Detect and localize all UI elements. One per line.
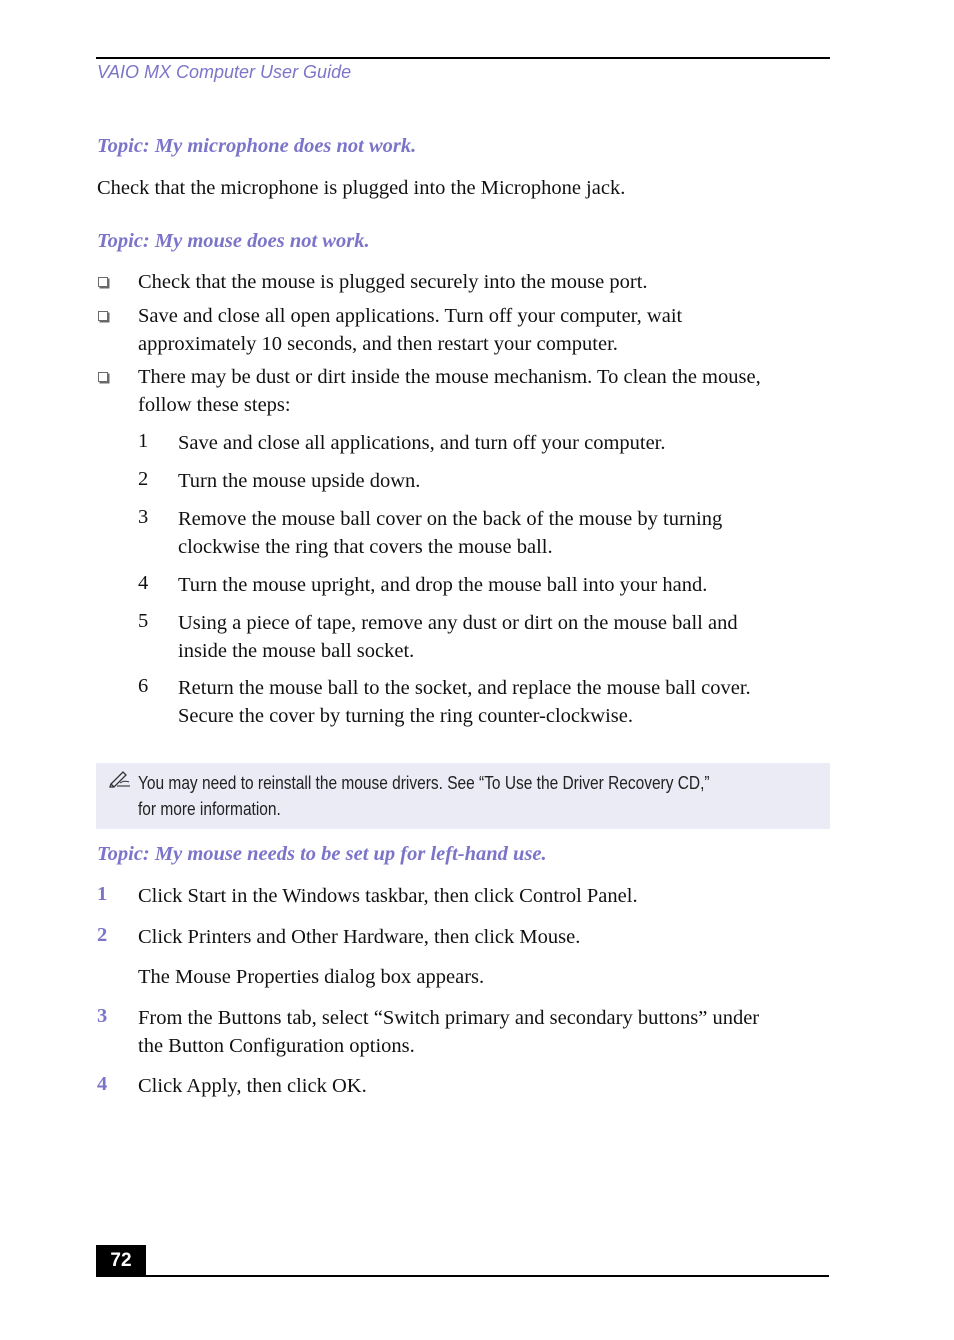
clean-step-6: Return the mouse ball to the socket, and replace the mouse ball cover. Secure the cover by turning the ring counter-clockwise. [178,677,751,727]
clean-step-number: 4 [138,572,149,594]
clean-step-1: Save and close all applications, and turn off your computer. [178,432,666,454]
clean-step-number: 5 [138,610,149,632]
mouse-bullet-1: Check that the mouse is plugged securely into the mouse port. [138,271,648,293]
header-rule [96,57,830,59]
clean-step-number: 6 [138,675,149,697]
clean-step-3: Remove the mouse ball cover on the back of the mouse by turning clockwise the ring that covers the mouse ball. [178,508,723,558]
lefthand-step-4: Click Apply, then click OK. [138,1075,367,1097]
page-number: 72 [96,1245,146,1276]
note-text: You may need to reinstall the mouse drivers. See “To Use the Driver Recovery CD,” for more information. [138,773,710,819]
lefthand-step-3: From the Buttons tab, select “Switch primary and secondary buttons” under the Button Configuration options. [138,1007,760,1057]
clean-step-number: 3 [138,506,149,528]
step-number: 4 [97,1073,108,1095]
mouse-bullet-3: There may be dust or dirt inside the mouse mechanism. To clean the mouse, follow these steps: [138,366,761,416]
bullet-checkbox-icon [98,311,108,321]
clean-step-2: Turn the mouse upside down. [178,470,421,492]
running-title: VAIO MX Computer User Guide [97,62,352,82]
lefthand-step-1: Click Start in the Windows taskbar, then click Control Panel. [138,885,638,907]
mouse-bullet-2: Save and close all open applications. Turn off your computer, wait approximately 10 seconds, and then restart your computer. [138,305,683,355]
topic-mouse-heading: Topic: My mouse does not work. [97,230,370,252]
clean-step-number: 2 [138,468,149,490]
footer-rule [96,1275,829,1277]
topic-microphone-heading: Topic: My microphone does not work. [97,135,417,157]
step-number: 2 [97,924,108,946]
lefthand-step-2-result: The Mouse Properties dialog box appears. [138,966,485,988]
clean-step-4: Turn the mouse upright, and drop the mouse ball into your hand. [178,574,708,596]
bullet-checkbox-icon [98,372,108,382]
topic-lefthand-heading: Topic: My mouse needs to be set up for left-hand use. [97,843,547,865]
clean-step-number: 1 [138,430,149,452]
pencil-note-icon [108,768,132,788]
clean-step-5: Using a piece of tape, remove any dust or dirt on the mouse ball and inside the mouse ball socket. [178,612,738,662]
bullet-checkbox-icon [98,277,108,287]
step-number: 1 [97,883,108,905]
lefthand-step-2: Click Printers and Other Hardware, then click Mouse. [138,926,581,948]
step-number: 3 [97,1005,108,1027]
microphone-text: Check that the microphone is plugged into the Microphone jack. [97,177,626,199]
